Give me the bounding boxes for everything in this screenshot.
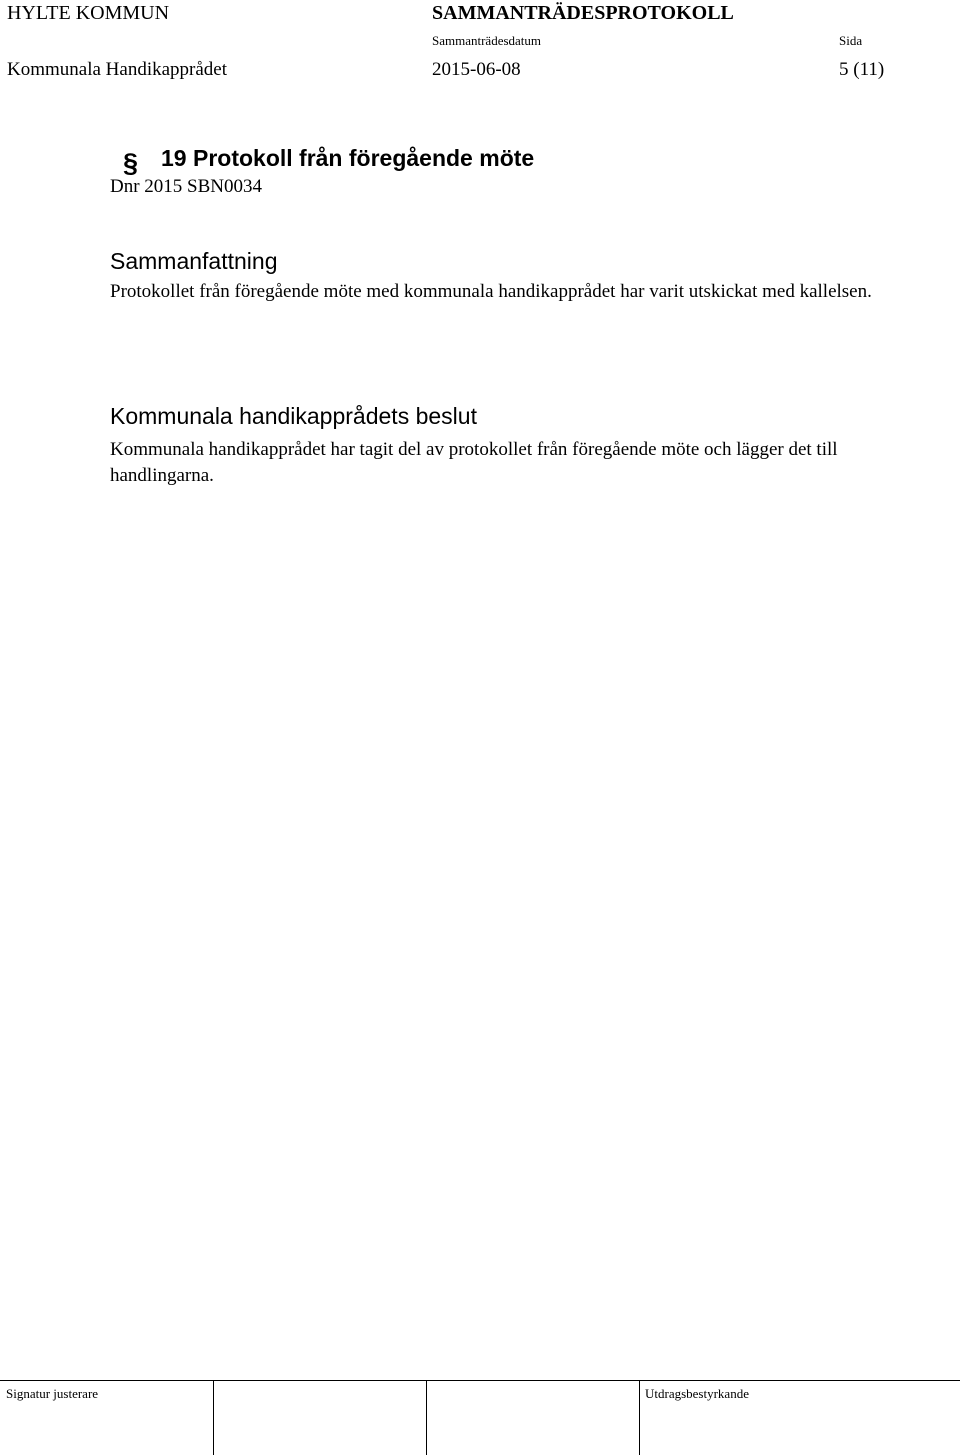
summary-heading: Sammanfattning <box>110 248 278 274</box>
document-type: SAMMANTRÄDESPROTOKOLL <box>432 2 734 24</box>
page-label: Sida <box>839 33 863 48</box>
section-symbol: § <box>123 148 139 178</box>
signature-table <box>0 1380 960 1455</box>
meeting-date: 2015-06-08 <box>432 59 521 80</box>
section-title: 19 Protokoll från föregående möte <box>161 145 535 171</box>
organization-name: HYLTE KOMMUN <box>7 2 170 24</box>
signature-cell-divider <box>426 1381 427 1455</box>
extract-label: Utdragsbestyrkande <box>645 1386 749 1401</box>
signature-label: Signatur justerare <box>6 1386 99 1401</box>
meeting-date-label: Sammanträdesdatum <box>432 33 542 48</box>
case-number: Dnr 2015 SBN0034 <box>110 176 263 197</box>
body-name: Kommunala Handikapprådet <box>7 59 228 80</box>
signature-cell-divider <box>639 1381 640 1455</box>
decision-text: Kommunala handikapprådet har tagit del av protokollet från föregående möte och lägger det till handlingarna. <box>110 439 838 486</box>
signature-cell-divider <box>213 1381 214 1455</box>
decision-heading: Kommunala handikapprådets beslut <box>110 403 477 429</box>
page-number: 5 (11) <box>839 59 885 80</box>
summary-text: Protokollet från föregående möte med kommunala handikapprådet har varit utskickat med kallelsen. <box>110 281 872 302</box>
